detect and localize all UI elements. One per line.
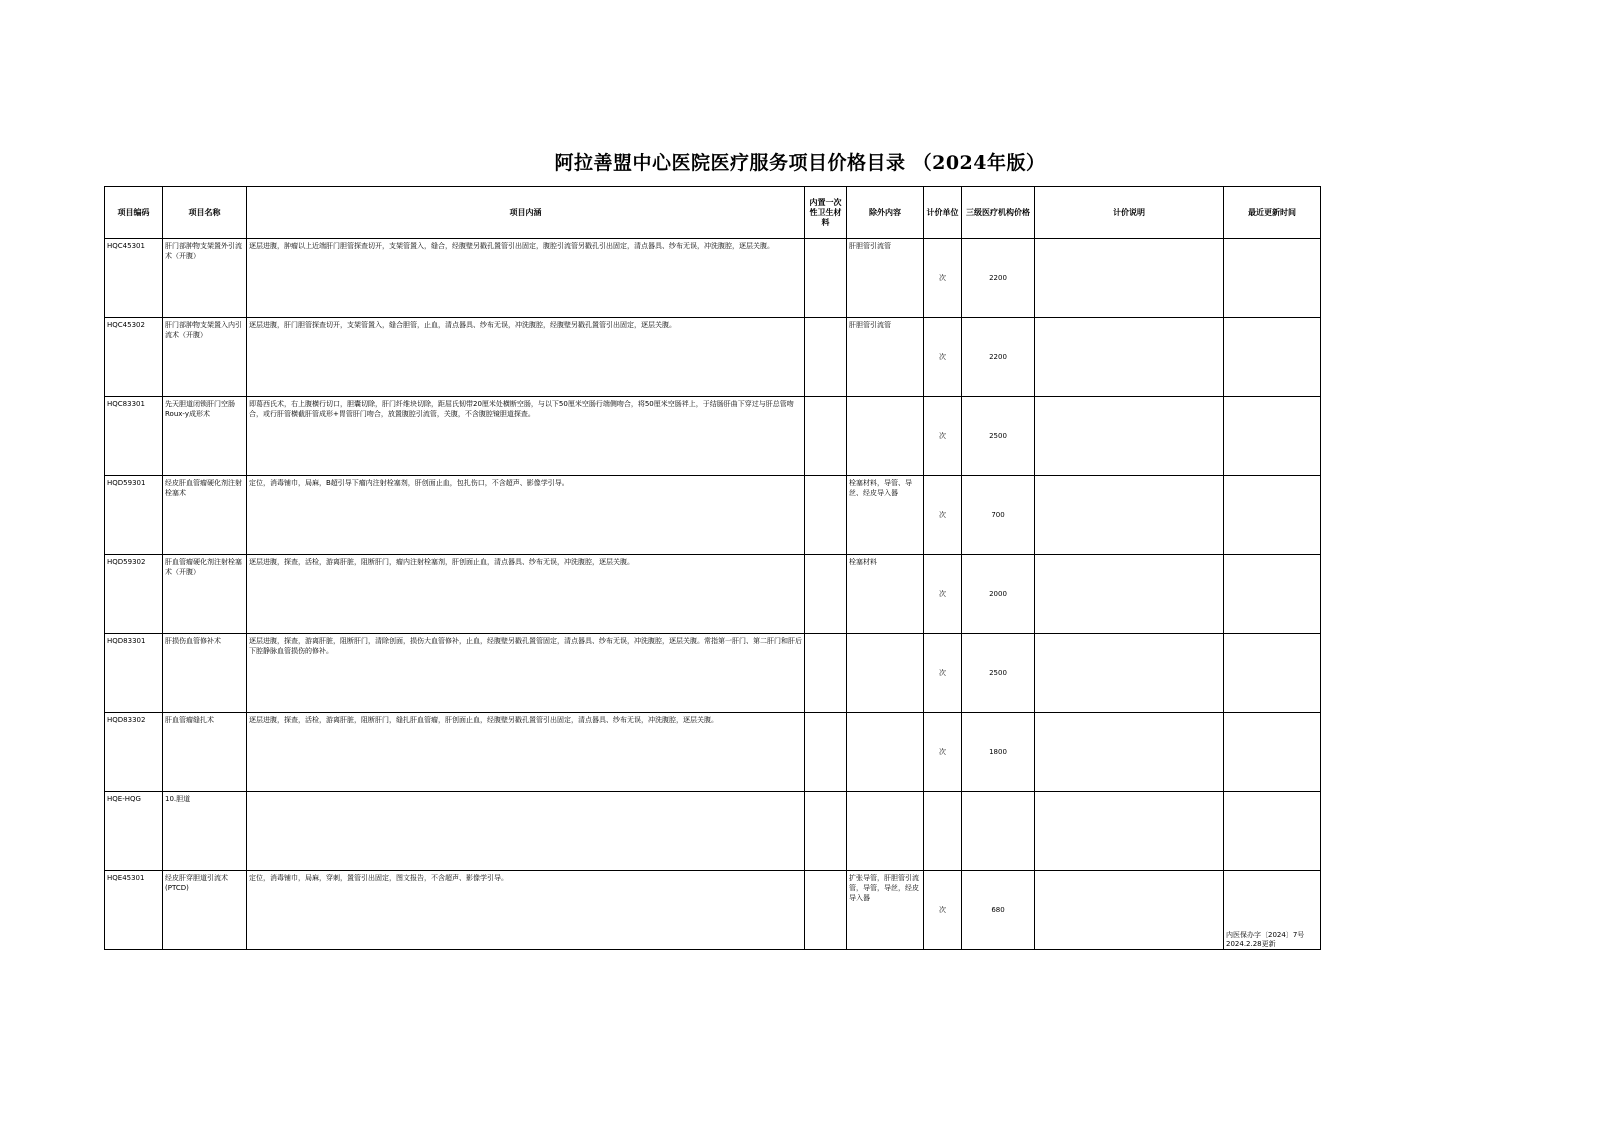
- cell-code: HQD83301: [105, 634, 163, 713]
- cell-material: [805, 634, 847, 713]
- cell-updated: [1224, 713, 1321, 792]
- cell-content: 逐层进腹，探查，活检，游离肝脏，阻断肝门，瘤内注射栓塞剂，肝创面止血，清点器具、纱布无误，冲洗腹腔，逐层关腹。: [247, 555, 805, 634]
- cell-material: [805, 871, 847, 950]
- cell-desc: [1035, 792, 1224, 871]
- cell-price: 2000: [962, 555, 1035, 634]
- cell-name: 肝损伤血管修补术: [163, 634, 247, 713]
- table-row: [105, 555, 1321, 634]
- cell-unit: 次: [924, 397, 962, 476]
- cell-desc: [1035, 318, 1224, 397]
- update-note: 内医保办字〔2024〕7号 2024.2.28更新: [1226, 930, 1305, 948]
- cell-content: [247, 792, 805, 871]
- cell-exclude: 扩张导管，肝胆管引流管，导管，导丝，经皮导入器: [847, 871, 924, 950]
- cell-price: 2500: [962, 634, 1035, 713]
- cell-updated: [1224, 476, 1321, 555]
- table-row: [105, 476, 1321, 555]
- table-row: [105, 397, 1321, 476]
- cell-content: 逐层进腹，肝门胆管探查切开，支架管置入，缝合胆管，止血，清点器具、纱布无误，冲洗腹腔，经腹壁另戳孔置管引出固定，逐层关腹。: [247, 318, 805, 397]
- cell-desc: [1035, 239, 1224, 318]
- table-row: [105, 871, 1321, 950]
- cell-updated: [1224, 871, 1321, 950]
- cell-desc: [1035, 634, 1224, 713]
- page-title: 阿拉善盟中心医院医疗服务项目价格目录 （2024年版）: [554, 152, 1046, 174]
- cell-material: [805, 713, 847, 792]
- cell-price: 2200: [962, 318, 1035, 397]
- header-code: 项目编码: [105, 187, 163, 239]
- cell-name: 10.胆道: [163, 792, 247, 871]
- cell-name: 肝门部肿物支架置入内引流术（开腹）: [163, 318, 247, 397]
- cell-unit: 次: [924, 555, 962, 634]
- cell-exclude: 栓塞材料，导管、导丝、经皮导入器: [847, 476, 924, 555]
- cell-material: [805, 239, 847, 318]
- cell-material: [805, 555, 847, 634]
- header-name: 项目名称: [163, 187, 247, 239]
- cell-desc: [1035, 476, 1224, 555]
- cell-name: 经皮肝穿胆道引流术(PTCD): [163, 871, 247, 950]
- header-updated: 最近更新时间: [1224, 187, 1321, 239]
- cell-price: 680: [962, 871, 1035, 950]
- cell-updated: [1224, 555, 1321, 634]
- cell-name: 肝血管瘤硬化剂注射栓塞术（开腹）: [163, 555, 247, 634]
- cell-material: [805, 318, 847, 397]
- cell-desc: [1035, 397, 1224, 476]
- cell-content: 逐层进腹，探查，活检，游离肝脏，阻断肝门，缝扎肝血管瘤，肝创面止血，经腹壁另戳孔置管引出固定，清点器具、纱布无误，冲洗腹腔，逐层关腹。: [247, 713, 805, 792]
- cell-desc: [1035, 871, 1224, 950]
- cell-name: 经皮肝血管瘤硬化剂注射栓塞术: [163, 476, 247, 555]
- header-row: [105, 187, 1321, 239]
- cell-exclude: 栓塞材料: [847, 555, 924, 634]
- header-unit: 计价单位: [924, 187, 962, 239]
- cell-code: HQC83301: [105, 397, 163, 476]
- header-price: 三级医疗机构价格: [962, 187, 1035, 239]
- cell-material: [805, 792, 847, 871]
- table-row: [105, 634, 1321, 713]
- cell-code: HQE-HQG: [105, 792, 163, 871]
- cell-code: HQD59301: [105, 476, 163, 555]
- cell-updated: [1224, 634, 1321, 713]
- cell-content: 逐层进腹，探查，游离肝脏，阻断肝门，清除创面，损伤大血管修补，止血，经腹壁另戳孔置管固定，清点器具、纱布无误，冲洗腹腔，逐层关腹。常指第一肝门、第二肝门和肝后下腔静脉血管损伤的修补。: [247, 634, 805, 713]
- cell-name: 肝血管瘤缝扎术: [163, 713, 247, 792]
- cell-price: 1800: [962, 713, 1035, 792]
- cell-material: [805, 476, 847, 555]
- cell-unit: [924, 792, 962, 871]
- cell-name: 先天胆道闭锁肝门空肠Roux-y成形术: [163, 397, 247, 476]
- cell-material: [805, 397, 847, 476]
- table-row: [105, 239, 1321, 318]
- cell-content: 定位，消毒铺巾，局麻，B超引导下瘤内注射栓塞剂，肝创面止血，包扎伤口，不含超声、影像学引导。: [247, 476, 805, 555]
- cell-updated: [1224, 792, 1321, 871]
- cell-code: HQC45301: [105, 239, 163, 318]
- cell-content: 即葛西氏术，右上腹横行切口，胆囊切除，肝门纤维块切除，距屈氏韧带20厘米处横断空肠，与以下50厘米空肠行端侧吻合，将50厘米空肠袢上，于结肠肝曲下穿过与肝总管吻合，或行肝管横截肝管成形+胃管肝门吻合，放置腹腔引流管，关腹，不含腹腔镜胆道探查。: [247, 397, 805, 476]
- cell-desc: [1035, 713, 1224, 792]
- cell-desc: [1035, 555, 1224, 634]
- cell-exclude: 肝胆管引流管: [847, 318, 924, 397]
- cell-content: 逐层进腹，肿瘤以上近端肝门胆管探查切开，支架管置入，缝合，经腹壁另戳孔置管引出固定，腹腔引流管另戳孔引出固定，清点器具、纱布无误，冲洗腹腔，逐层关腹。: [247, 239, 805, 318]
- cell-exclude: [847, 713, 924, 792]
- cell-updated: [1224, 318, 1321, 397]
- cell-unit: 次: [924, 318, 962, 397]
- cell-updated: [1224, 239, 1321, 318]
- cell-code: HQE45301: [105, 871, 163, 950]
- cell-unit: 次: [924, 713, 962, 792]
- cell-updated: [1224, 397, 1321, 476]
- cell-exclude: [847, 634, 924, 713]
- header-exclude: 除外内容: [847, 187, 924, 239]
- cell-price: [962, 792, 1035, 871]
- table-row: [105, 318, 1321, 397]
- header-material: 内置一次性卫生材料: [805, 187, 847, 239]
- cell-code: HQC45302: [105, 318, 163, 397]
- cell-unit: 次: [924, 239, 962, 318]
- cell-price: 700: [962, 476, 1035, 555]
- cell-unit: 次: [924, 871, 962, 950]
- header-desc: 计价说明: [1035, 187, 1224, 239]
- cell-price: 2500: [962, 397, 1035, 476]
- price-table: [104, 186, 1321, 950]
- cell-code: HQD83302: [105, 713, 163, 792]
- cell-unit: 次: [924, 476, 962, 555]
- cell-price: 2200: [962, 239, 1035, 318]
- cell-exclude: 肝胆管引流管: [847, 239, 924, 318]
- cell-unit: 次: [924, 634, 962, 713]
- cell-name: 肝门部肿物支架置外引流术（开腹）: [163, 239, 247, 318]
- table-row: [105, 713, 1321, 792]
- header-content: 项目内涵: [247, 187, 805, 239]
- table-row-section: [105, 792, 1321, 871]
- cell-exclude: [847, 792, 924, 871]
- cell-content: 定位，消毒铺巾，局麻，穿刺，置管引出固定，图文报告，不含超声、影像学引导。: [247, 871, 805, 950]
- cell-exclude: [847, 397, 924, 476]
- cell-code: HQD59302: [105, 555, 163, 634]
